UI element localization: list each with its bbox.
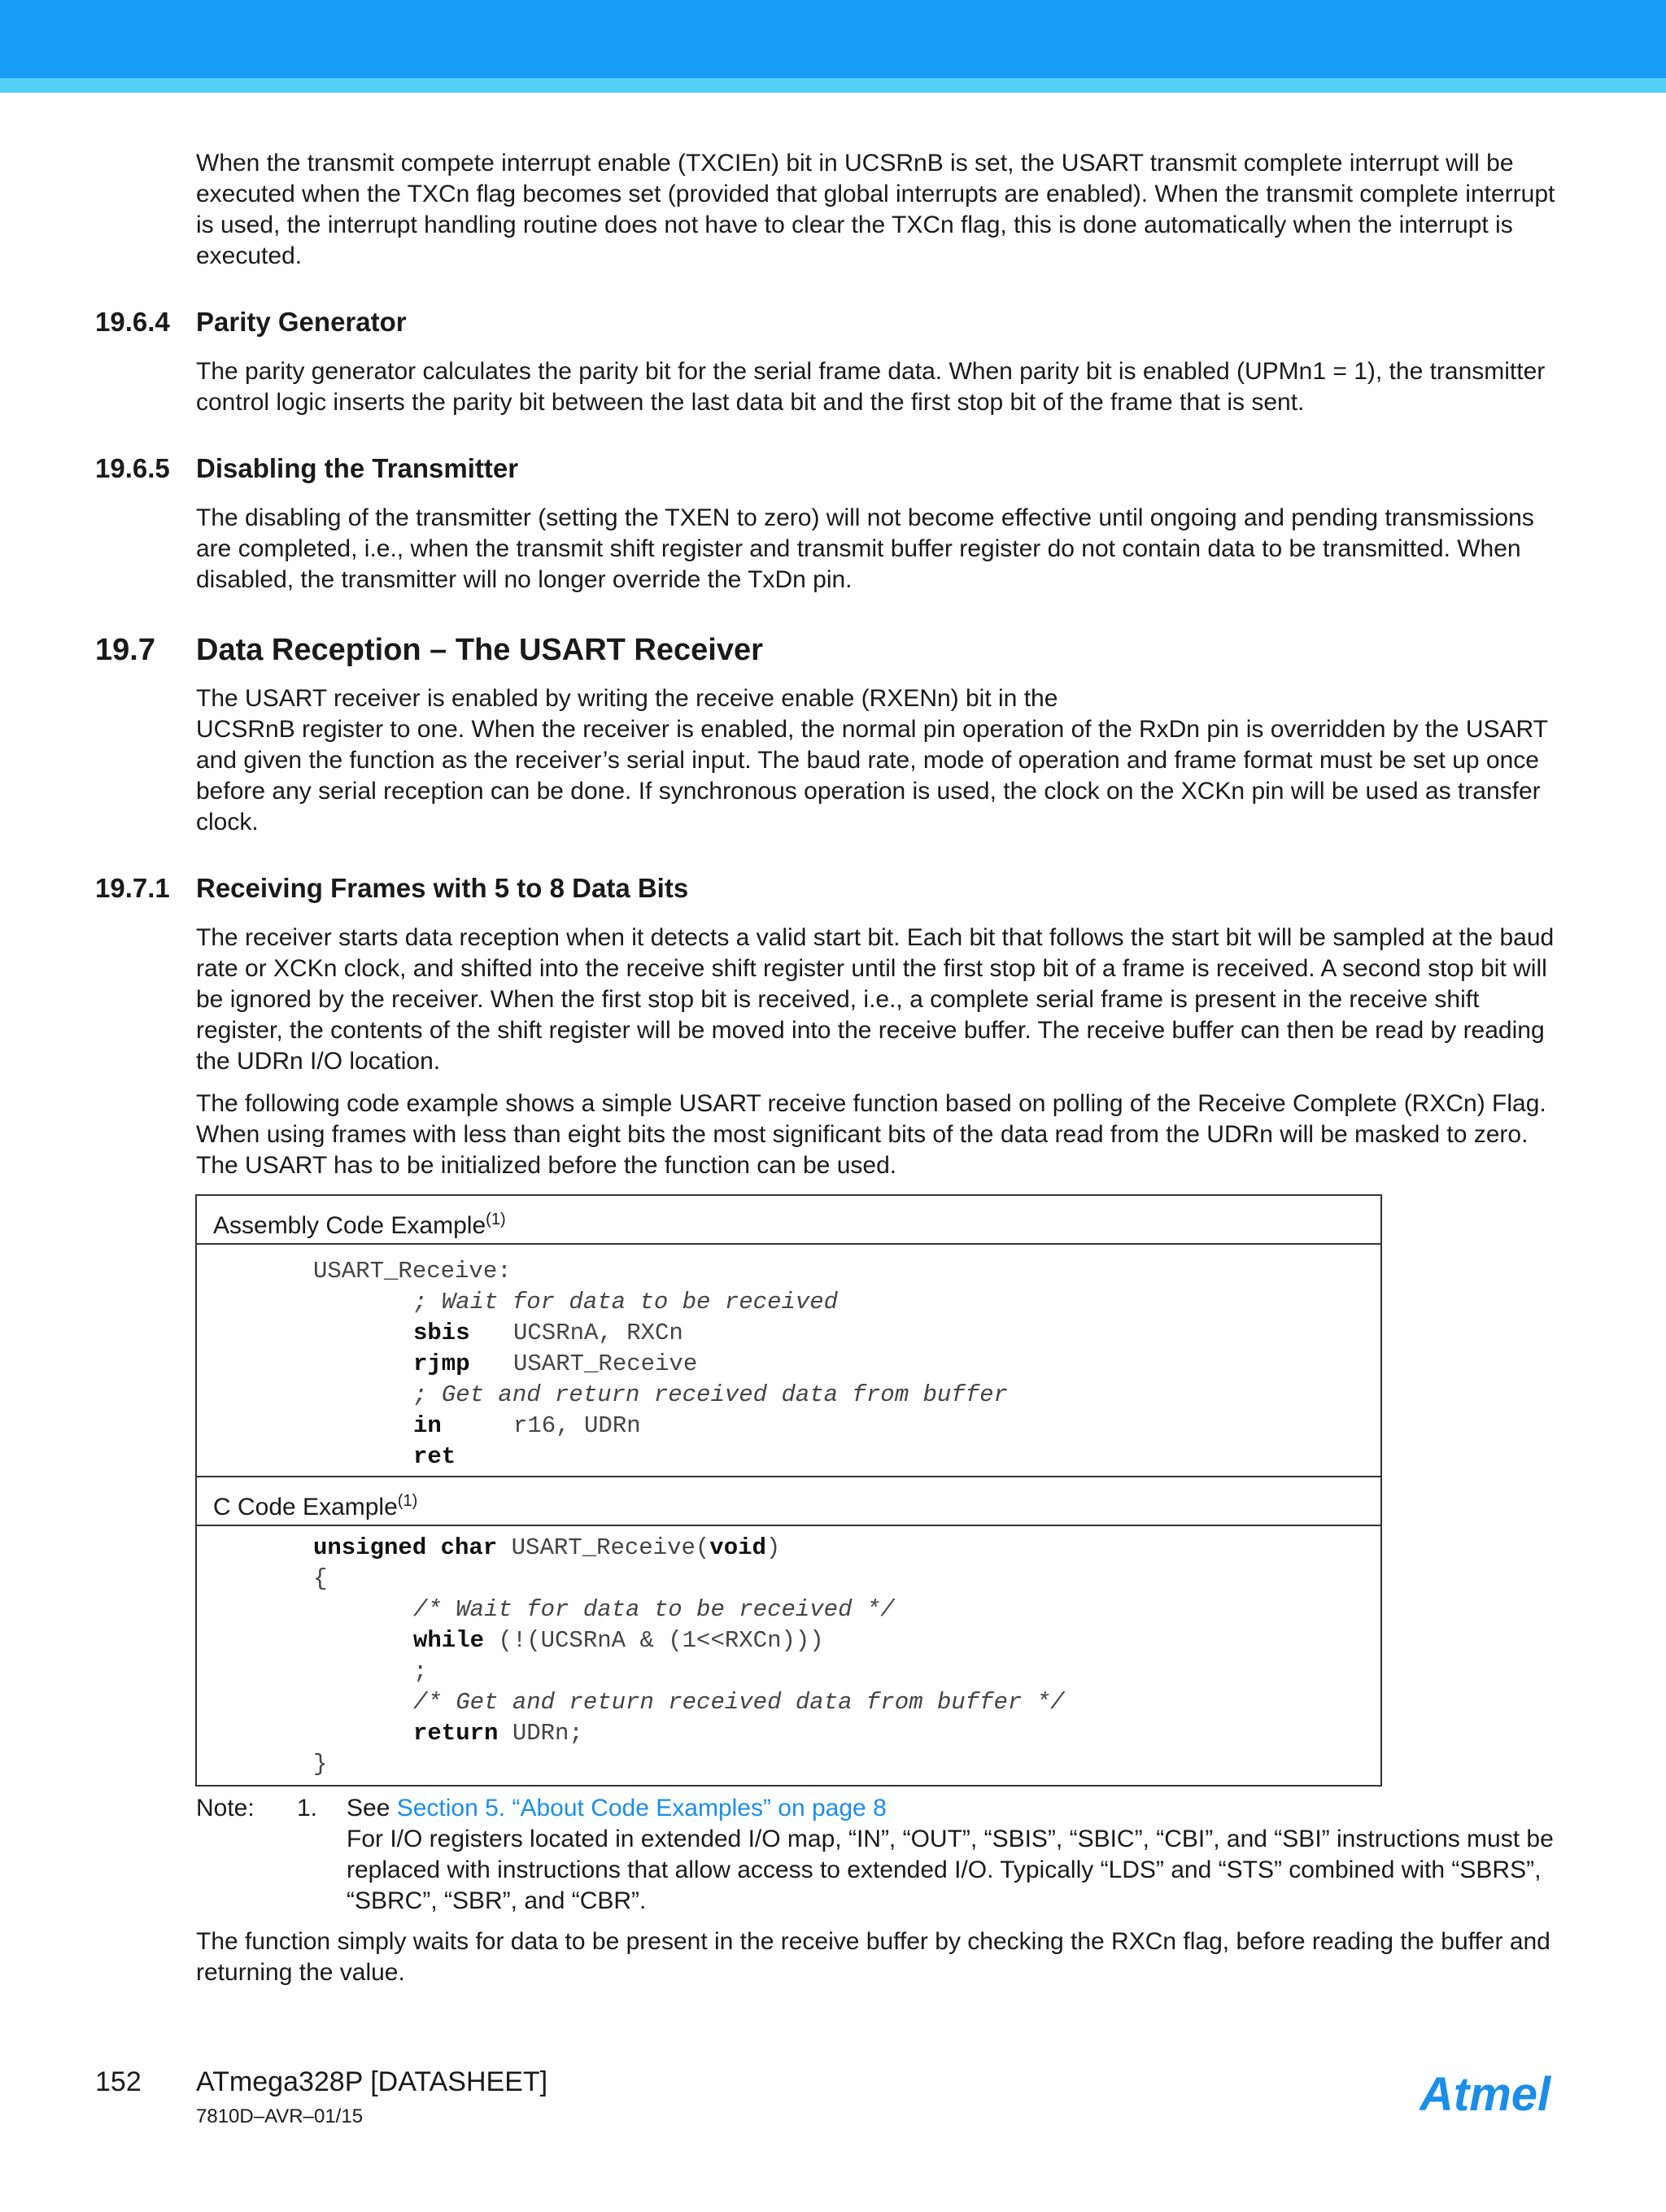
- section-number-19-6-5: 19.6.5: [95, 453, 170, 483]
- c-void-keyword: void: [709, 1534, 766, 1561]
- c-return-line: [413, 1718, 583, 1749]
- asm-label: USART_Receive:: [313, 1258, 512, 1285]
- section-title-receiving-frames: Receiving Frames with 5 to 8 Data Bits: [196, 873, 689, 903]
- note-section-link[interactable]: Section 5. “About Code Examples” on page 8: [396, 1795, 887, 1822]
- c-type-keyword: unsigned char: [313, 1534, 498, 1561]
- section-number-19-7: 19.7: [95, 633, 155, 667]
- asm-ret-keyword: ret: [413, 1443, 456, 1470]
- c-function-name: USART_Receive(: [497, 1534, 710, 1561]
- c-close-paren: ): [765, 1534, 781, 1561]
- c-function-signature: [313, 1533, 780, 1564]
- note-see-text: See: [347, 1795, 397, 1822]
- intro-paragraph: When the transmit compete interrupt enable (TXCIEn) bit in UCSRnB is set, the USART transmit complete interrupt will be executed when the TXCn flag becomes set (provided that global interrupts are enabled). When the transmit complete interrupt is used, the interrupt handling routine does not have to clear the TXCn flag, this is done automatically when the interrupt is executed.: [196, 150, 1555, 269]
- c-return-value: UDRn;: [498, 1720, 583, 1747]
- paragraph-code-example-intro: The following code example shows a simple USART receive function based on polling of the Receive Complete (RXCn) Flag. When using frames with less than eight bits the most significant bits of the data read from the UDRn will be masked to zero. The USART has to be initialized before the function can be used.: [196, 1090, 1546, 1179]
- section-title-parity-generator: Parity Generator: [196, 307, 407, 337]
- note-detail: For I/O registers located in extended I/O map, “IN”, “OUT”, “SBIS”, “SBIC”, “CBI”, and “SBI” instructions must be replaced with instructions that allow access to extended I/O. Typically “LDS” and “STS” combined with “SBRS”, “SBRC”, “SBR”, and “CBR”.: [347, 1826, 1554, 1914]
- section-number-19-6-4: 19.6.4: [95, 307, 170, 337]
- footer-doc-title: ATmega328P [DATASHEET]: [196, 2066, 548, 2097]
- section-title-disabling-transmitter: Disabling the Transmitter: [196, 453, 519, 483]
- asm-rjmp-args: USART_Receive: [513, 1350, 698, 1377]
- c-note-ref: (1): [397, 1492, 418, 1510]
- section-title-usart-receiver: Data Reception – The USART Receiver: [196, 633, 763, 667]
- asm-in-keyword: in: [413, 1412, 442, 1439]
- asm-comment-wait: ; Wait for data to be received: [413, 1289, 839, 1315]
- asm-header-text: Assembly Code Example: [213, 1212, 486, 1239]
- footer-page-number: 152: [95, 2066, 142, 2097]
- atmel-logo-text: Atmel: [1420, 2068, 1551, 2121]
- c-close-brace: }: [313, 1751, 328, 1778]
- c-comment-get: /* Get and return received data from buffer */: [413, 1689, 1065, 1716]
- note-see-line: [347, 1793, 887, 1824]
- atmel-logo: [1420, 2066, 1574, 2123]
- asm-in-args: r16, UDRn: [513, 1412, 641, 1439]
- footer-doc-code: 7810D–AVR–01/15: [196, 2105, 364, 2127]
- c-open-brace: {: [313, 1565, 328, 1592]
- paragraph-receiver-intro-line1: The USART receiver is enabled by writing the receive enable (RXENn) bit in the: [196, 685, 1058, 712]
- c-comment-wait: /* Wait for data to be received */: [413, 1596, 895, 1623]
- asm-code-body: [197, 1245, 1380, 1476]
- c-header-text: C Code Example: [213, 1494, 398, 1520]
- note-number: 1.: [297, 1795, 318, 1822]
- asm-rjmp-keyword: rjmp: [413, 1350, 470, 1377]
- closing-paragraph: The function simply waits for data to be present in the receive buffer by checking the RXCn flag, before reading the buffer and returning the value.: [196, 1928, 1550, 1986]
- asm-sbis-args: UCSRnA, RXCn: [513, 1320, 683, 1346]
- header-band-edge: [0, 78, 1666, 93]
- c-return-keyword: return: [413, 1720, 499, 1747]
- c-code-header: [197, 1476, 1380, 1526]
- note-label: Note:: [196, 1795, 255, 1822]
- asm-comment-get: ; Get and return received data from buffer: [413, 1381, 1008, 1408]
- c-while-condition: (!(UCSRnA & (1<<RXCn))): [484, 1627, 824, 1654]
- paragraph-disabling-transmitter: The disabling of the transmitter (setting the TXEN to zero) will not become effective until ongoing and pending transmissions are completed, i.e., when the transmit shift register and transmit buffer register do not contain data to be transmitted. When disabled, the transmitter will no longer override the TxDn pin.: [196, 504, 1534, 593]
- asm-note-ref: (1): [486, 1211, 506, 1228]
- c-while-keyword: while: [413, 1627, 485, 1654]
- c-while-line: [413, 1625, 824, 1656]
- c-code-body: [197, 1526, 1380, 1788]
- code-example-table: [195, 1194, 1382, 1787]
- header-band: [0, 0, 1666, 78]
- asm-sbis-keyword: sbis: [413, 1320, 470, 1346]
- section-number-19-7-1: 19.7.1: [95, 873, 170, 903]
- paragraph-receiver-intro: UCSRnB register to one. When the receiver is enabled, the normal pin operation of the RxDn pin is overridden by the USART and given the function as the receiver’s serial input. The baud rate, mode of operation and frame format must be set up once before any serial reception can be done. If synchronous operation is used, the clock on the XCKn pin will be used as transfer clock.: [196, 716, 1548, 835]
- paragraph-parity-generator: The parity generator calculates the parity bit for the serial frame data. When parity bit is enabled (UPMn1 = 1), the transmitter control logic inserts the parity bit between the last data bit and the first stop bit of the frame that is sent.: [196, 358, 1546, 416]
- paragraph-receiving-frames: The receiver starts data reception when it detects a valid start bit. Each bit that follows the start bit will be sampled at the baud rate or XCKn clock, and shifted into the receive shift register until the first stop bit of a frame is received. A second stop bit will be ignored by the receiver. When the first stop bit is received, i.e., a complete serial frame is present in the receive shift register, the contents of the shift register will be moved into the receive buffer. The receive buffer can then be read by reading the UDRn I/O location.: [196, 924, 1555, 1075]
- asm-code-header: [197, 1196, 1380, 1245]
- c-empty-statement: ;: [413, 1658, 428, 1685]
